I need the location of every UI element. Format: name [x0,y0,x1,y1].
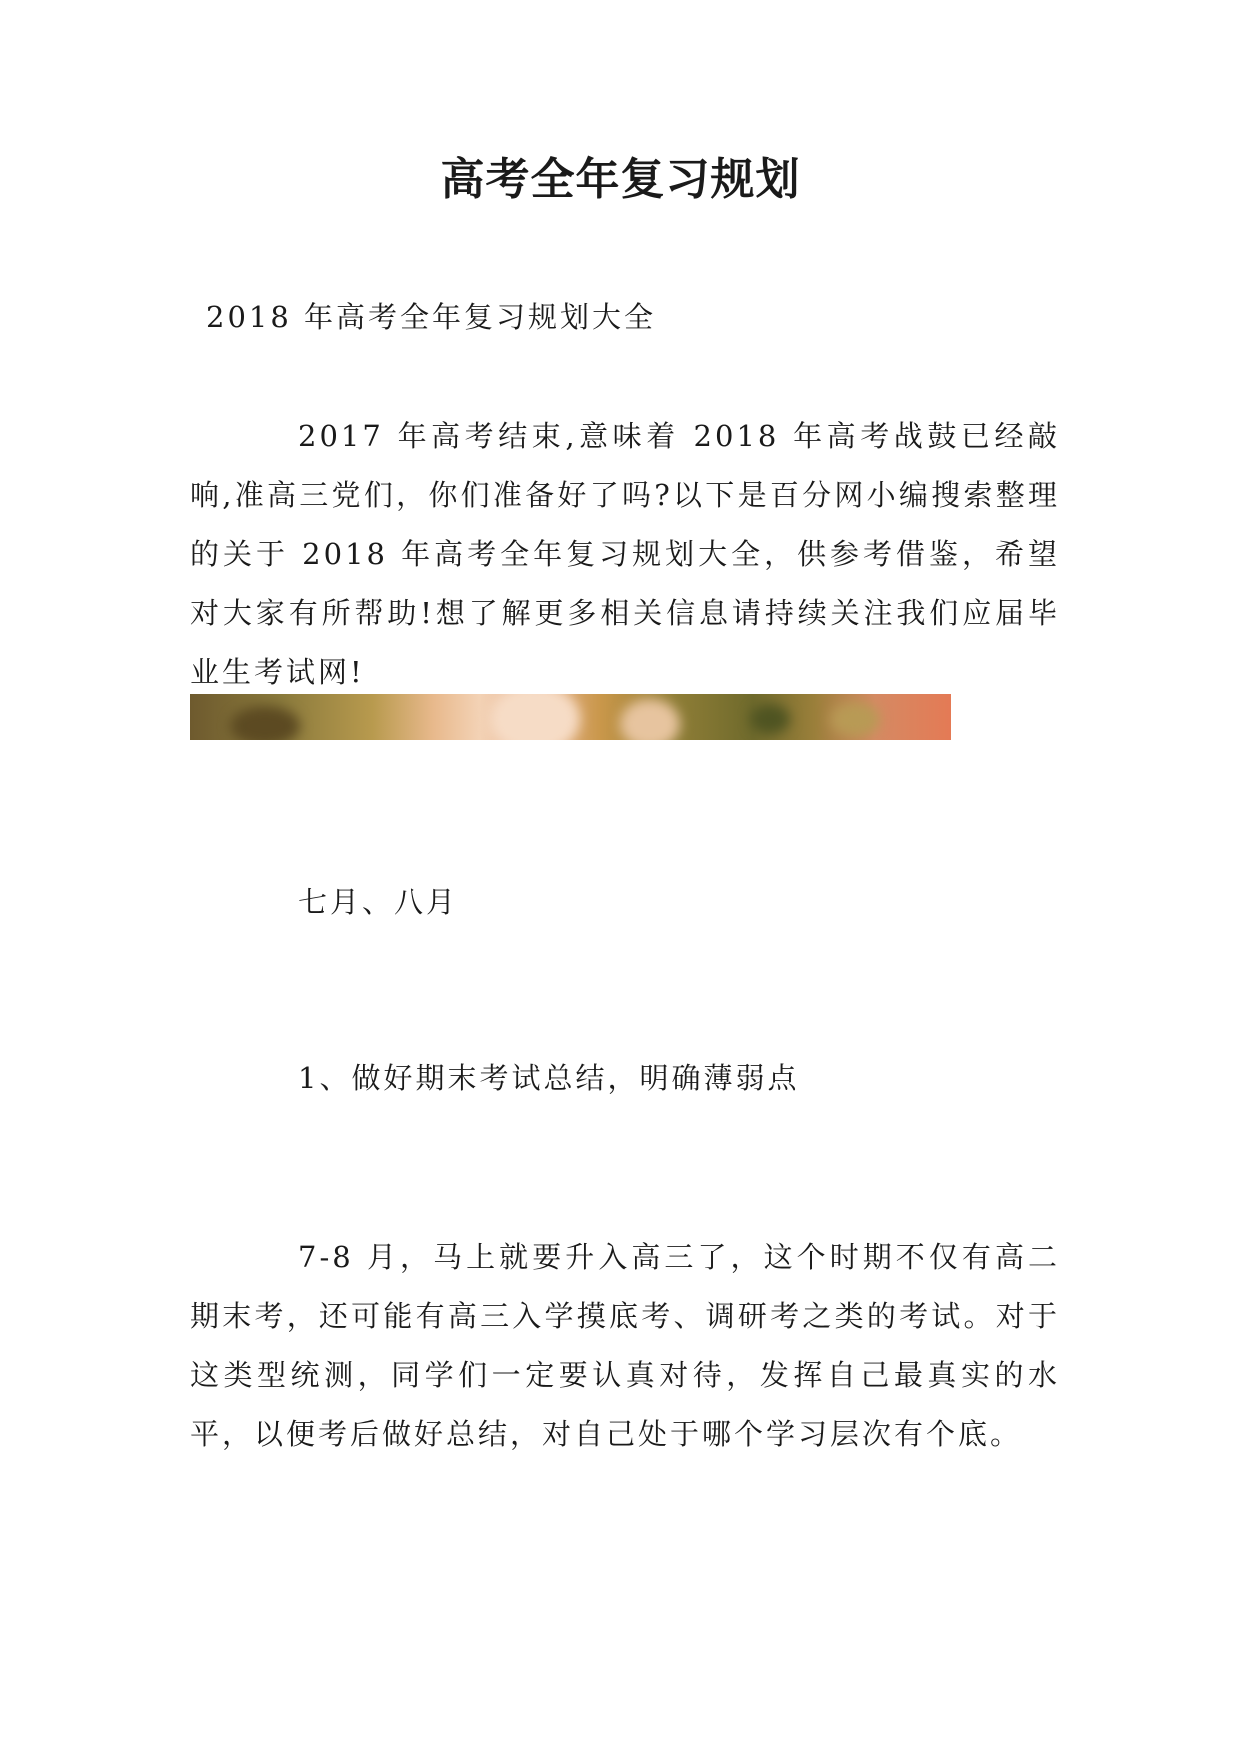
document-title: 高考全年复习规划 [440,154,801,205]
intro-paragraph: 2017 年高考结束,意味着 2018 年高考战鼓已经敲响,准高三党们，你们准备好了吗?以下是百分网小编搜索整理的关于 2018 年高考全年复习规划大全，供参考借鉴，希望对大家有所帮助!想了解更多相关信息请持续关注我们应届毕业生考试网! [190,419,1060,689]
cropped-photo [190,694,951,740]
item-heading: 1、做好期末考试总结，明确薄弱点 [298,1061,800,1095]
body-paragraph: 7-8 月，马上就要升入高三了，这个时期不仅有高二期末考，还可能有高三入学摸底考、调研考之类的考试。对于这类型统测，同学们一定要认真对待，发挥自己最真实的水平，以便考后做好总结，对自己处于哪个学习层次有个底。 [190,1240,1060,1451]
document-subtitle: 2018 年高考全年复习规划大全 [206,300,657,334]
section-heading-months: 七月、八月 [298,885,459,919]
